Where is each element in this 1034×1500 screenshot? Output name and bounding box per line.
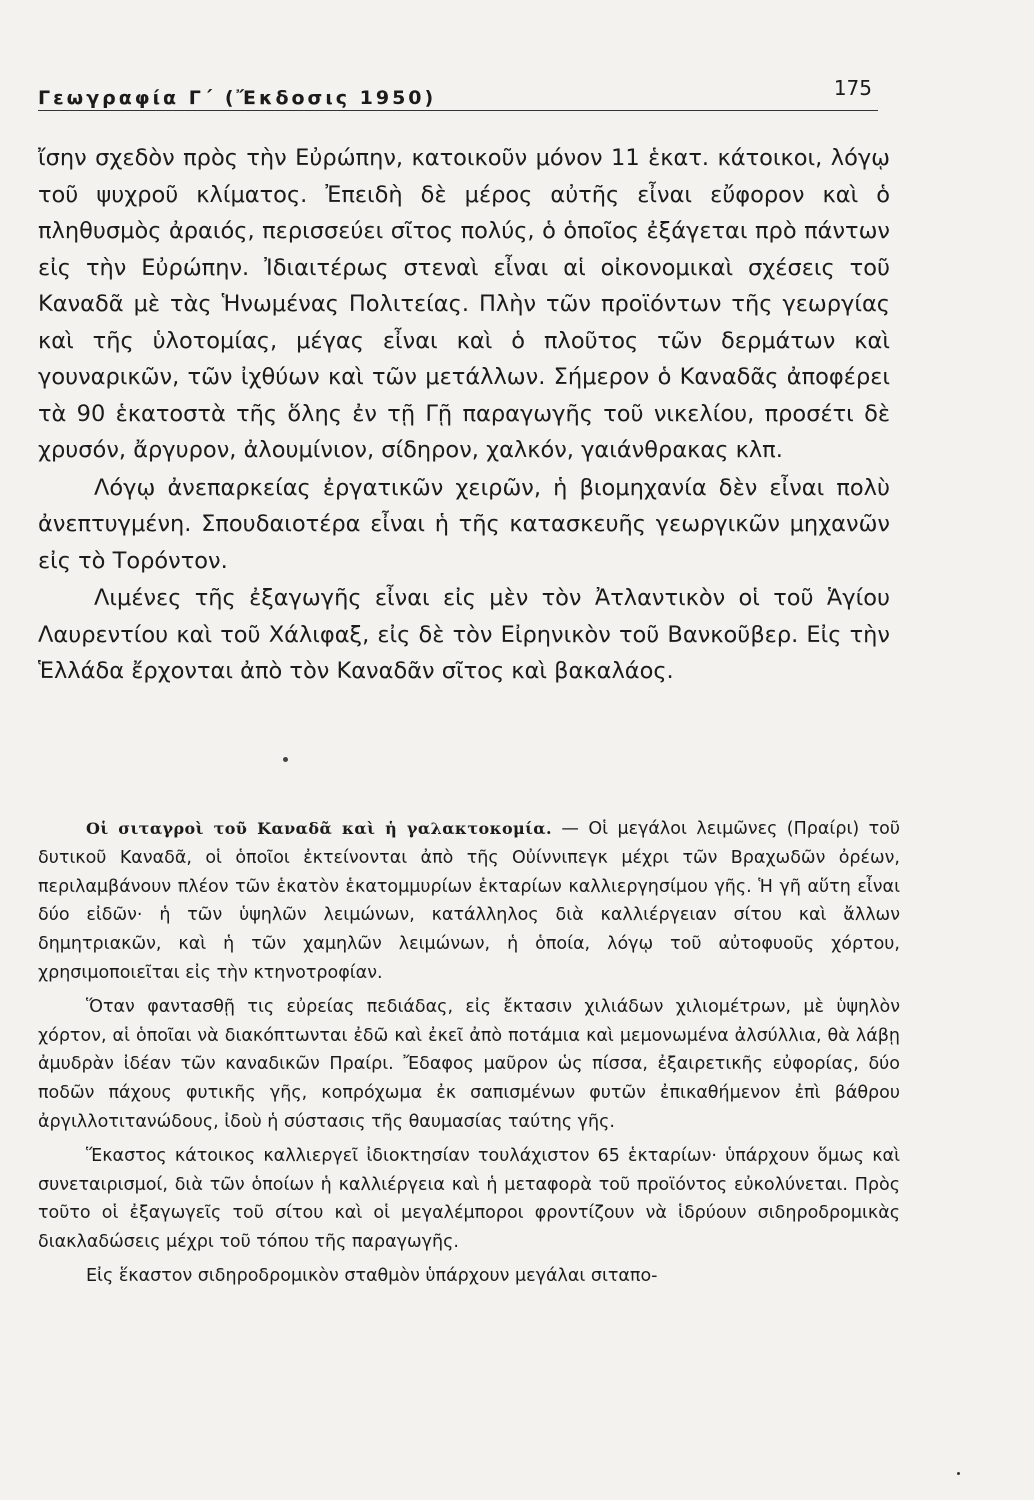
main-text (38, 140, 890, 690)
section-paragraph-soil: Ὅταν φαντασθῇ τις εὐρείας πεδιάδας, εἰς ἔκτασιν χιλιάδων χιλιομέτρων, μὲ ὑψηλὸν χόρτον, αἱ ὁποῖαι νὰ διακόπτωνται ἐδῶ καὶ ἐκεῖ ἀπὸ ποτάμια καὶ μεμονωμένα ἀλσύλλια, θὰ λάβῃ ἀμυδρὰν ἰδέαν τῶν καναδικῶν Πραίρι. Ἔδαφος μαῦρον ὡς πίσσα, ἐξαιρετικῆς εὐφορίας, δύο ποδῶν πάχους φυτικῆς γῆς, κοπρόχωμα ἐκ σαπισμένων φυτῶν ἐπικαθήμενον ἐπὶ βάθρου ἀργιλλοτιτανώδους, ἰδοὺ ἡ σύστασις τῆς θαυμασίας ταύτης γῆς. (38, 996, 900, 1132)
paragraph-industry: Λόγῳ ἀνεπαρκείας ἐργατικῶν χειρῶν, ἡ βιομηχανία δὲν εἶναι πολὺ ἀνεπτυγμένη. Σπουδαιοτέρα εἶναι ἡ τῆς κατασκευῆς γεωργικῶν μηχανῶν εἰς τὸ Τορόντον. (38, 474, 890, 574)
section-paragraph-cooperatives: Ἕκαστος κάτοικος καλλιεργεῖ ἰδιοκτησίαν τουλάχιστον 65 ἑκταρίων· ὑπάρχουν ὅμως καὶ συνεταιρισμοί, διὰ τῶν ὁποίων ἡ καλλιέργεια καὶ ἡ μεταφορὰ τοῦ προϊόντος εὐκολύνεται. Πρὸς τοῦτο οἱ ἐξαγωγεῖς τοῦ σίτου καὶ οἱ μεγαλέμποροι φροντίζουν νὰ ἱδρύουν σιδηροδρομικὰς διακλαδώσεις μέχρι τοῦ τόπου τῆς παραγωγῆς. (38, 1145, 900, 1253)
section-dash: — (551, 819, 589, 839)
section-paragraph-stations: Εἰς ἕκαστον σιδηροδρομικὸν σταθμὸν ὑπάρχουν μεγάλαι σιταπο- (86, 1265, 658, 1286)
running-head: Γεωγραφία Γ΄ (Ἔκδοσις 1950) (38, 87, 437, 109)
page-header (38, 62, 878, 111)
page-number: 175 (833, 76, 872, 100)
print-speck (283, 757, 288, 762)
print-speck (957, 1472, 960, 1475)
section-paragraph-prairies (38, 815, 900, 988)
paragraph-canada-economy: ἴσην σχεδὸν πρὸς τὴν Εὐρώπην, κατοικοῦν μόνον 11 ἑκατ. κάτοικοι, λόγῳ τοῦ ψυχροῦ κλίματος. Ἐπειδὴ δὲ μέρος αὐτῆς εἶναι εὔφορον καὶ ὁ πληθυσμὸς ἀραιός, περισσεύει σῖτος πολύς, ὁ ὁποῖος ἐξάγεται πρὸ πάντων εἰς τὴν Εὐρώπην. Ἰδιαιτέρως στεναὶ εἶναι αἱ οἰκονομικαὶ σχέσεις τοῦ Καναδᾶ μὲ τὰς Ἡνωμένας Πολιτείας. Πλὴν τῶν προϊόντων τῆς γεωργίας καὶ τῆς ὑλοτομίας, μέγας εἶναι καὶ ὁ πλοῦτος τῶν δερμάτων καὶ γουναρικῶν, τῶν ἰχθύων καὶ τῶν μετάλλων. Σήμερον ὁ Καναδᾶς ἀποφέρει τὰ 90 ἑκατοστὰ τῆς ὅλης ἐν τῇ Γῇ παραγωγῆς τοῦ νικελίου, προσέτι δὲ χρυσόν, ἄργυρον, ἀλουμίνιον, σίδηρον, χαλκόν, γαιάνθρακας κλπ. (38, 145, 890, 463)
section-wheat-farms (38, 815, 900, 1291)
section-title: Οἱ σιταγροὶ τοῦ Καναδᾶ καὶ ἡ γαλακτοκομία. (86, 819, 552, 838)
section-paragraph-prairies-text: Οἱ μεγάλοι λειμῶνες (Πραίρι) τοῦ δυτικοῦ Καναδᾶ, οἱ ὁποῖοι ἐκτείνονται ἀπὸ τῆς Οὐίννιπεγκ μέχρι τῶν Βραχωδῶν ὀρέων, περιλαμβάνουν πλέον τῶν ἑκατὸν ἑκατομμυρίων ἑκταρίων καλλιεργησίμου γῆς. Ἡ γῆ αὕτη εἶναι δύο εἰδῶν· ἡ τῶν ὑψηλῶν λειμώνων, κατάλληλος διὰ καλλιέργειαν σίτου καὶ ἄλλων δημητριακῶν, καὶ ἡ τῶν χαμηλῶν λειμώνων, ἡ ὁποία, λόγῳ τοῦ αὐτοφυοῦς χόρτου, χρησιμοποιεῖται εἰς τὴν κτηνοτροφίαν. (38, 819, 900, 983)
paragraph-export-ports: Λιμένες τῆς ἐξαγωγῆς εἶναι εἰς μὲν τὸν Ἀτλαντικὸν οἱ τοῦ Ἁγίου Λαυρεντίου καὶ τοῦ Χάλιφαξ, εἰς δὲ τὸν Εἰρηνικὸν τοῦ Βανκοῦβερ. Εἰς τὴν Ἑλλάδα ἔρχονται ἀπὸ τὸν Καναδᾶν σῖτος καὶ βακαλάος. (38, 585, 890, 684)
